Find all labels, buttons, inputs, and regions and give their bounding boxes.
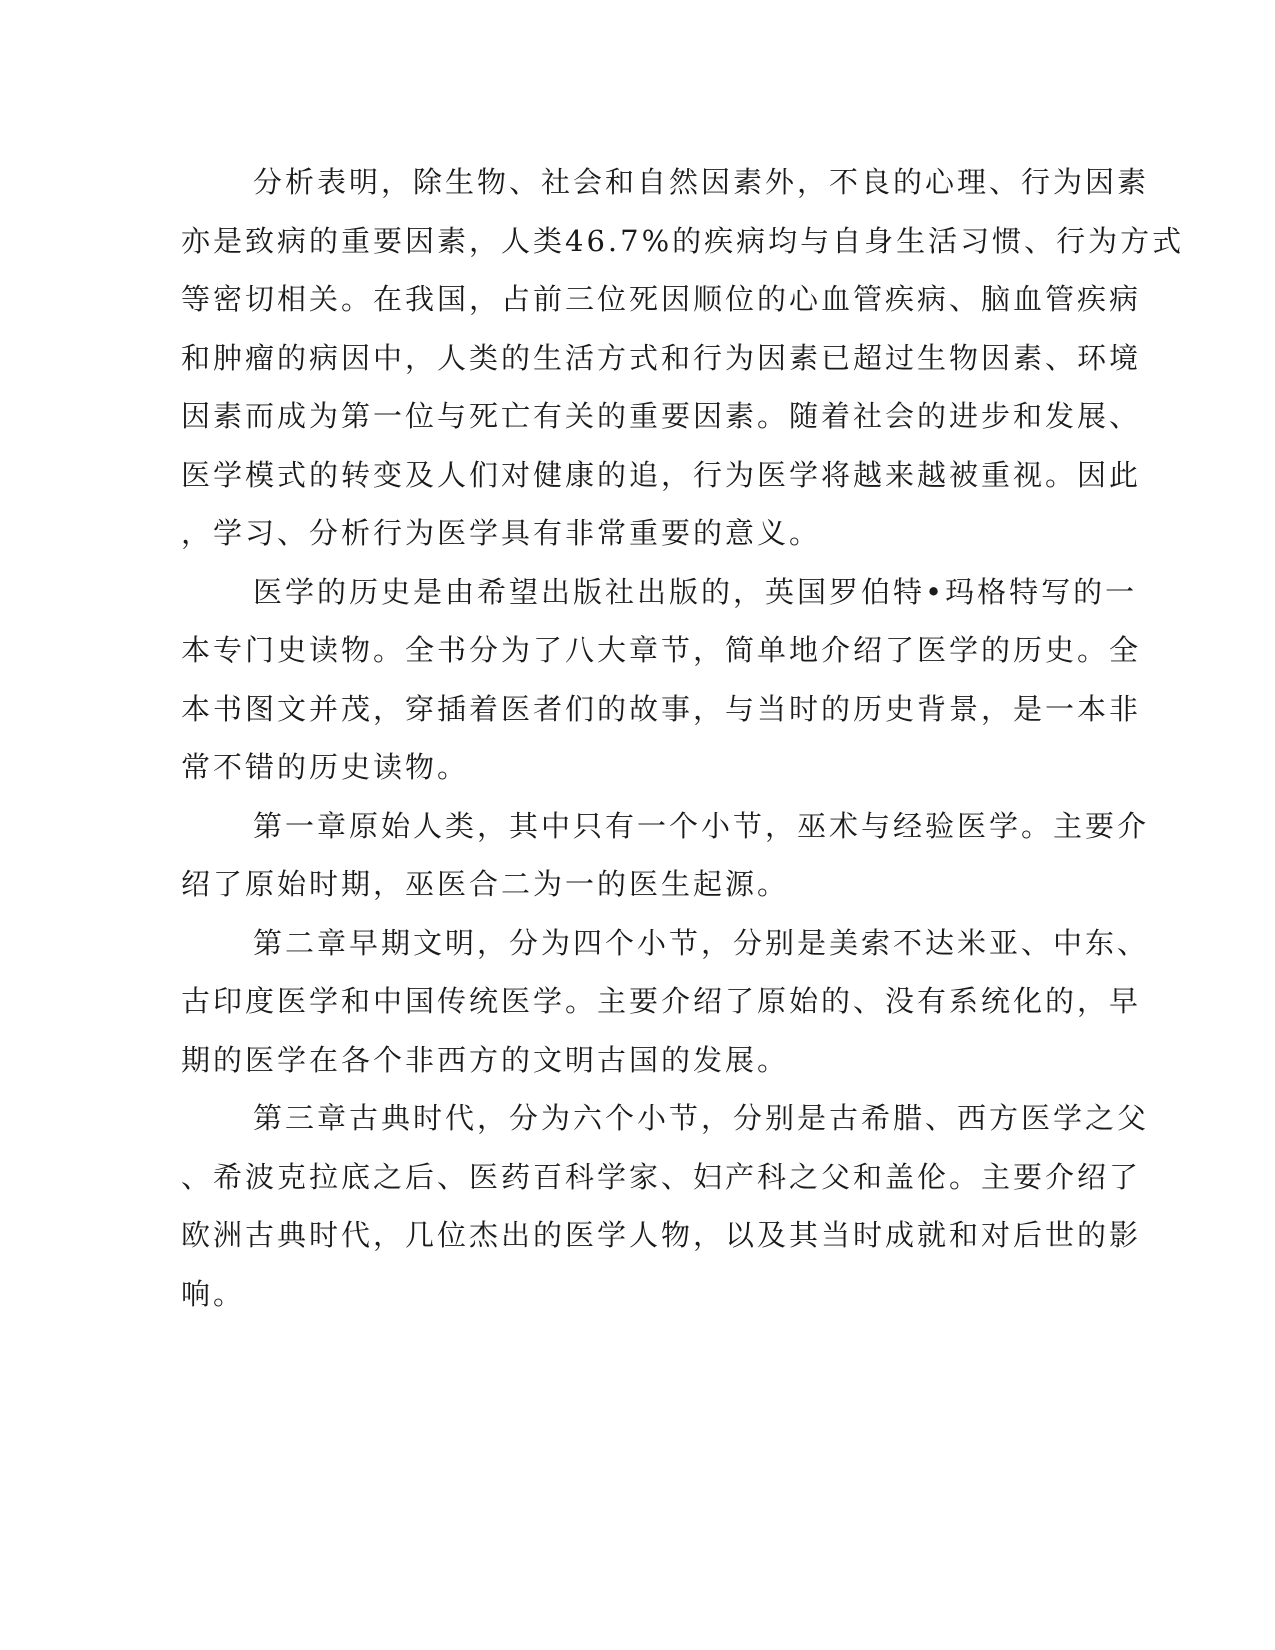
- paragraph-1-line-2: 亦是致病的重要因素，人类46.7%的疾病均与自身生活习惯、行为方式: [181, 224, 1185, 258]
- paragraph-3-line-1: 第一章原始人类，其中只有一个小节，巫术与经验医学。主要介: [253, 809, 1150, 843]
- paragraph-1-line-3: 等密切相关。在我国，占前三位死因顺位的心血管疾病、脑血管疾病: [181, 282, 1142, 316]
- paragraph-1-line-4: 和肿瘤的病因中，人类的生活方式和行为因素已超过生物因素、环境: [181, 341, 1142, 375]
- paragraph-1-line-5: 因素而成为第一位与死亡有关的重要因素。随着社会的进步和发展、: [181, 399, 1142, 433]
- paragraph-5-line-3: 欧洲古典时代，几位杰出的医学人物，以及其当时成就和对后世的影: [181, 1218, 1142, 1252]
- paragraph-4-line-1: 第二章早期文明，分为四个小节，分别是美索不达米亚、中东、: [253, 926, 1150, 960]
- paragraph-1-line-1: 分析表明，除生物、社会和自然因素外，不良的心理、行为因素: [253, 165, 1150, 199]
- paragraph-2-line-2: 本专门史读物。全书分为了八大章节，简单地介绍了医学的历史。全: [181, 633, 1142, 667]
- paragraph-5-line-4: 响。: [181, 1277, 246, 1311]
- paragraph-2-line-1: 医学的历史是由希望出版社出版的，英国罗伯特•玛格特写的一: [253, 575, 1138, 609]
- paragraph-2-line-3: 本书图文并茂，穿插着医者们的故事，与当时的历史背景，是一本非: [181, 692, 1142, 726]
- paragraph-1-line-6: 医学模式的转变及人们对健康的追，行为医学将越来越被重视。因此: [181, 458, 1142, 492]
- paragraph-2-line-4: 常不错的历史读物。: [181, 750, 470, 784]
- paragraph-5-line-1: 第三章古典时代，分为六个小节，分别是古希腊、西方医学之父: [253, 1101, 1150, 1135]
- paragraph-4-line-2: 古印度医学和中国传统医学。主要介绍了原始的、没有系统化的，早: [181, 984, 1142, 1018]
- paragraph-1-line-7: ，学习、分析行为医学具有非常重要的意义。: [181, 516, 822, 550]
- paragraph-4-line-3: 期的医学在各个非西方的文明古国的发展。: [181, 1043, 790, 1077]
- paragraph-3-line-2: 绍了原始时期，巫医合二为一的医生起源。: [181, 867, 790, 901]
- paragraph-5-line-2: 、希波克拉底之后、医药百科学家、妇产科之父和盖伦。主要介绍了: [181, 1160, 1142, 1194]
